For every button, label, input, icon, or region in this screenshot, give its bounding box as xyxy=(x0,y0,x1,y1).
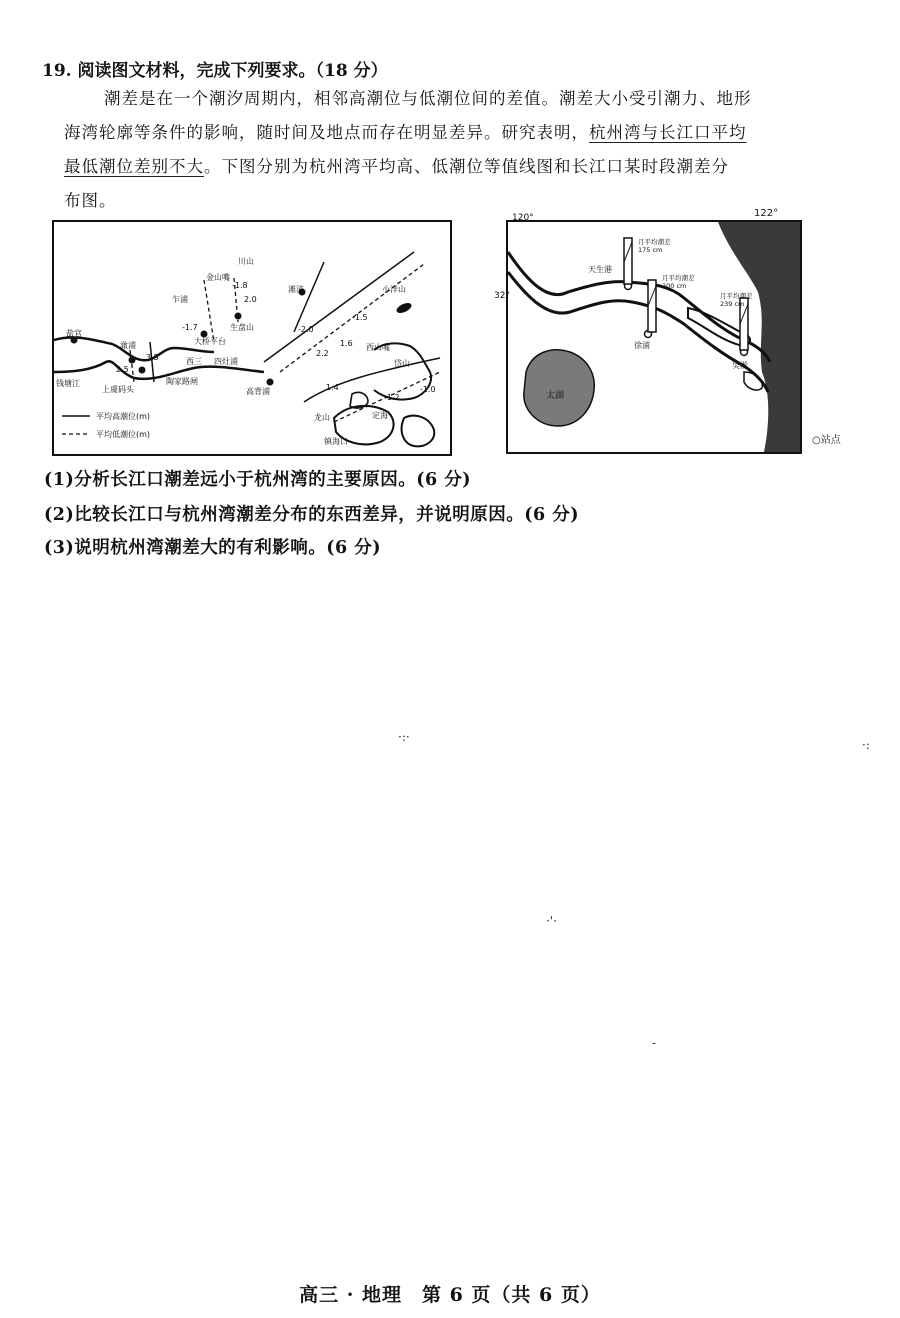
hangzhou-bay-map xyxy=(52,220,452,456)
page-footer: 高三 · 地理 第 6 页（共 6 页） xyxy=(299,1284,601,1306)
underlined-phrase: 最低潮位差别不大 xyxy=(64,157,204,176)
isoline-value: -1.5 xyxy=(352,313,368,322)
scan-speck: ·: xyxy=(862,738,870,752)
label-lat-32: 32° xyxy=(494,291,510,301)
xiaoyangshan-island xyxy=(395,301,413,315)
label-gaobeibu: 高背浦 xyxy=(246,387,270,396)
paragraph-line-3: 最低潮位差别不大。下图分别为杭州湾平均高、低潮位等值线图和长江口某时段潮差分 xyxy=(64,157,729,176)
isoline-value: 1.4 xyxy=(326,383,339,392)
isoline-value: 2.2 xyxy=(316,349,329,358)
isoline-value: 1.6 xyxy=(340,339,353,348)
label-xupu: 徐浦 xyxy=(634,341,650,350)
question-paragraph xyxy=(64,82,844,218)
label-zhenhai: 镇海口 xyxy=(324,437,348,446)
scan-speck: ·'· xyxy=(546,914,557,928)
label-xishanzui: 西山嘴 xyxy=(366,343,390,352)
isoline-value: -1.2 xyxy=(384,393,400,402)
label-lon-120: 120° xyxy=(512,213,534,223)
bar-3-label: 月平均潮差 xyxy=(720,292,753,300)
isoline-value: -1.0 xyxy=(420,385,436,394)
bar-3-value: 239 cm xyxy=(720,300,745,308)
label-lon-122: 122° xyxy=(754,208,779,219)
figure-maps xyxy=(40,208,860,462)
label-ganpu: 澉浦 xyxy=(120,341,136,350)
zhoushan-island xyxy=(402,416,435,447)
label-shangyu: 上虞码头 xyxy=(102,385,134,394)
bar-1-value: 175 cm xyxy=(638,246,663,254)
label-sizao: 四灶浦 xyxy=(214,357,238,366)
label-aoshan: 滩浒 xyxy=(288,285,304,294)
legend-high-label: 平均高潮位(m) xyxy=(96,412,151,421)
label-daqiao: 大桥平台 xyxy=(194,337,226,346)
isoline-value: -1.8 xyxy=(232,281,248,290)
station-dot xyxy=(139,367,146,374)
station-dot xyxy=(129,357,136,364)
isoline-value: 2.0 xyxy=(244,295,257,304)
label-chuanshan: 川山 xyxy=(238,257,254,266)
label-zhapu: 乍浦 xyxy=(172,295,188,304)
isoline-value: -1.7 xyxy=(182,323,198,332)
label-taojia: 陶家路闸 xyxy=(166,377,198,386)
paragraph-line-2: 海湾轮廓等条件的影响，随时间及地点而存在明显差异。研究表明，杭州湾与长江口平均 xyxy=(64,123,747,142)
label-qiantang: 钱塘江 xyxy=(56,379,80,388)
isoline-value: -2.0 xyxy=(298,325,314,334)
station-dot xyxy=(235,313,242,320)
label-daishan: 岱山 xyxy=(394,359,410,368)
legend-low-label: 平均低潮位(m) xyxy=(96,430,151,439)
isoline-high xyxy=(150,342,154,382)
subquestion-3: (3)说明杭州湾潮差大的有利影响。(6 分) xyxy=(44,538,382,558)
label-shengshan: 生盘山 xyxy=(230,323,254,332)
taihu-lake xyxy=(524,350,594,426)
label-longshan: 龙山 xyxy=(314,413,330,422)
hangzhou-bay-map-graphic xyxy=(54,222,450,454)
bar-2-value: 200 cm xyxy=(662,282,687,290)
subquestion-2: (2)比较长江口与杭州湾潮差分布的东西差异，并说明原因。(6 分) xyxy=(44,505,580,525)
scan-speck: ·:· xyxy=(398,730,410,744)
label-dinghai: 定海 xyxy=(372,411,388,420)
label-xiaoyangshan: 小洋山 xyxy=(382,285,406,294)
bar-1-label: 月平均潮差 xyxy=(638,238,671,246)
underlined-phrase: 杭州湾与长江口平均 xyxy=(589,123,747,142)
bar-2-label: 月平均潮差 xyxy=(662,274,695,282)
station-dot xyxy=(267,379,274,386)
isoline-value: 2.5 xyxy=(116,365,129,374)
paragraph-line-4: 布图。 xyxy=(64,191,117,210)
isoline-value: 3.5 xyxy=(146,353,159,362)
label-yanguan: 盐官 xyxy=(66,329,82,338)
label-wusong: 吴淞 xyxy=(732,361,748,370)
label-xisan: 西三 xyxy=(186,357,202,366)
map2-legend-station: ○站点 xyxy=(812,435,841,446)
label-tiansheng: 天生港 xyxy=(588,265,612,274)
isoline-high xyxy=(264,252,414,362)
subquestion-1: (1)分析长江口潮差远小于杭州湾的主要原因。(6 分) xyxy=(44,470,472,490)
label-jinshanzui: 金山嘴 xyxy=(206,273,230,282)
paragraph-line-1: 潮差是在一个潮汐周期内，相邻高潮位与低潮位间的差值。潮差大小受引潮力、地形 xyxy=(104,89,752,108)
scan-speck: - xyxy=(652,1036,657,1050)
station-legend-icon: ○ xyxy=(812,435,821,446)
question-header: 19. 阅读图文材料，完成下列要求。（18 分） xyxy=(42,61,388,81)
label-taihu: 太湖 xyxy=(546,391,565,401)
east-china-sea xyxy=(718,222,800,452)
